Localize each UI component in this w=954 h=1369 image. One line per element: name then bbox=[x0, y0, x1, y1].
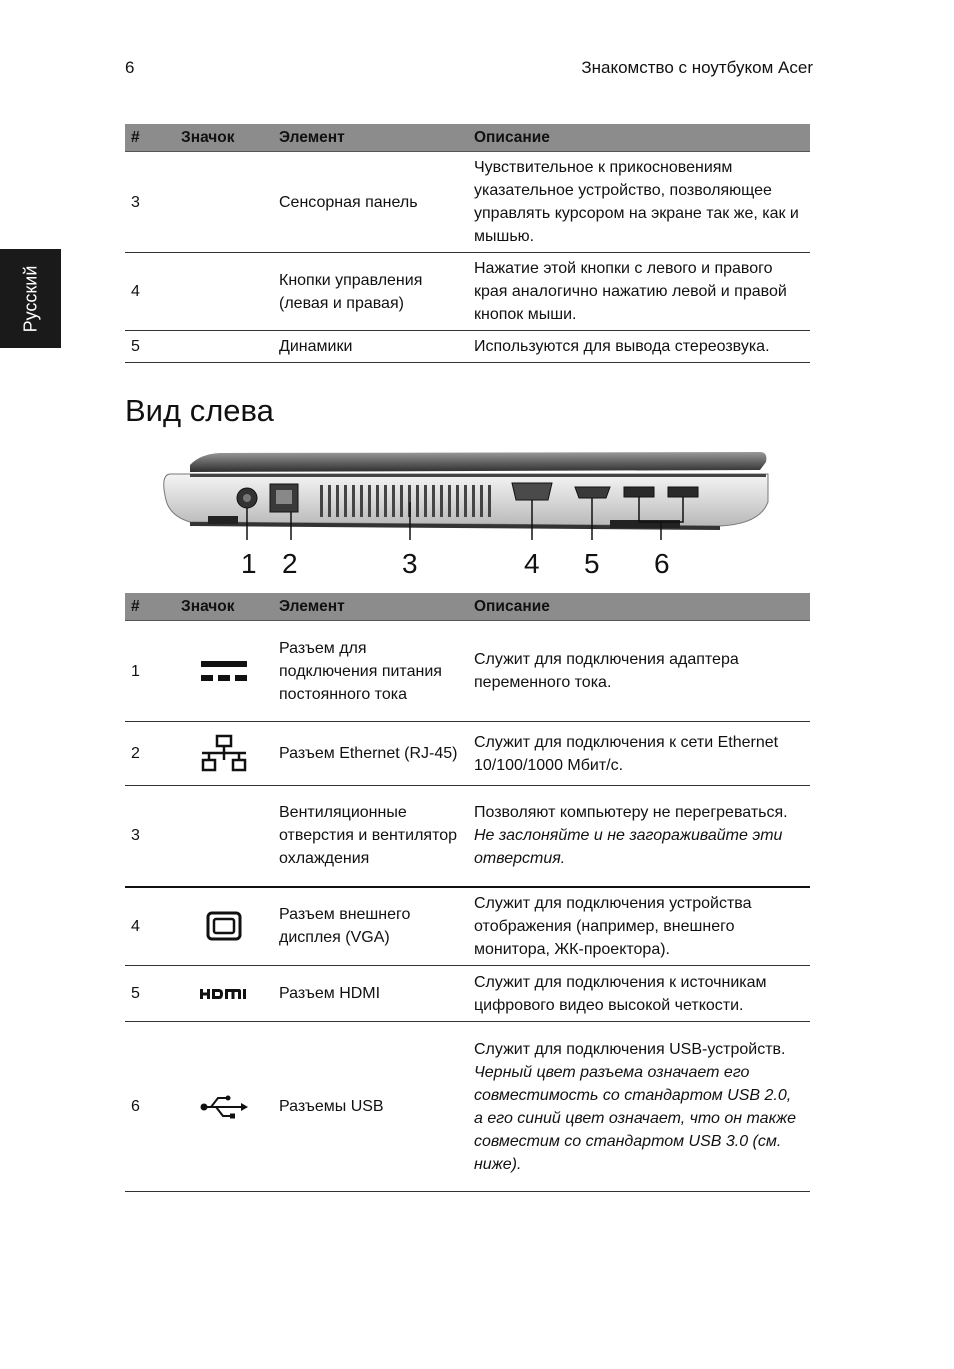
row-number: 2 bbox=[125, 722, 175, 786]
row-description bbox=[468, 1022, 810, 1192]
row-number: 5 bbox=[125, 331, 175, 363]
description-note: Не заслоняйте и не загораживайте эти отверстия. bbox=[474, 827, 783, 868]
row-element: Разъем HDMI bbox=[273, 966, 468, 1022]
column-header-icon: Значок bbox=[175, 124, 273, 152]
description-text: Служит для подключения адаптера переменного тока. bbox=[474, 651, 739, 691]
column-header-element: Элемент bbox=[273, 593, 468, 621]
row-element: Кнопки управления (левая и правая) bbox=[273, 253, 468, 331]
row-element: Динамики bbox=[273, 331, 468, 363]
description-text: Служит для подключения к источникам цифрового видео высокой четкости. bbox=[474, 973, 767, 1014]
usb-icon bbox=[175, 1022, 273, 1192]
table-row bbox=[125, 786, 810, 887]
vga-icon bbox=[175, 887, 273, 966]
table-header-row bbox=[125, 124, 810, 152]
components-table-bottom bbox=[125, 593, 810, 1192]
row-icon-cell bbox=[175, 152, 273, 253]
row-number: 4 bbox=[125, 887, 175, 966]
column-header-description: Описание bbox=[468, 593, 810, 621]
page-number: 6 bbox=[125, 58, 135, 77]
dc-power-icon bbox=[175, 621, 273, 722]
column-header-description: Описание bbox=[468, 124, 810, 152]
row-icon-cell bbox=[175, 253, 273, 331]
row-number: 1 bbox=[125, 621, 175, 722]
section-title: Вид слева bbox=[125, 393, 274, 428]
row-description: Нажатие этой кнопки с левого и правого края аналогично нажатию левой и правой кнопок мыши. bbox=[468, 253, 810, 331]
row-description bbox=[468, 887, 810, 966]
callout-3: 3 bbox=[402, 548, 418, 579]
row-description bbox=[468, 722, 810, 786]
row-number: 6 bbox=[125, 1022, 175, 1192]
row-description bbox=[468, 621, 810, 722]
row-element: Разъем внешнего дисплея (VGA) bbox=[273, 887, 468, 966]
row-description: Используются для вывода стереозвука. bbox=[468, 331, 810, 363]
table-row bbox=[125, 331, 810, 363]
table-row bbox=[125, 722, 810, 786]
row-icon-cell bbox=[175, 331, 273, 363]
hdmi-icon bbox=[175, 966, 273, 1022]
language-tab-label: Русский bbox=[20, 265, 40, 332]
callout-6: 6 bbox=[654, 548, 670, 579]
column-header-icon: Значок bbox=[175, 593, 273, 621]
table-row bbox=[125, 966, 810, 1022]
row-element: Разъем Ethernet (RJ-45) bbox=[273, 722, 468, 786]
callout-2: 2 bbox=[282, 548, 298, 579]
row-number: 3 bbox=[125, 786, 175, 887]
description-text: Служит для подключения устройства отображения (например, внешнего монитора, ЖК-проектора). bbox=[474, 894, 752, 958]
callout-1: 1 bbox=[241, 548, 257, 579]
page-header bbox=[125, 58, 813, 80]
callout-5: 5 bbox=[584, 548, 600, 579]
row-element: Разъемы USB bbox=[273, 1022, 468, 1192]
description-text: Служит для подключения к сети Ethernet 10/100/1000 Мбит/с. bbox=[474, 733, 779, 774]
description-note: Черный цвет разъема означает его совместимость со стандартом USB 2.0, а его синий цвет означает, что он также совместим со стандартом USB 3.0 (см. ниже). bbox=[474, 1063, 797, 1173]
running-title: Знакомство с ноутбуком Acer bbox=[581, 58, 813, 77]
ethernet-icon bbox=[175, 722, 273, 786]
table-row bbox=[125, 621, 810, 722]
description-text: Служит для подключения USB-устройств. bbox=[474, 1040, 786, 1058]
row-number: 3 bbox=[125, 152, 175, 253]
row-description bbox=[468, 786, 810, 887]
table-header-row bbox=[125, 593, 810, 621]
table-row bbox=[125, 887, 810, 966]
row-element: Вентиляционные отверстия и вентилятор охлаждения bbox=[273, 786, 468, 887]
row-icon-cell bbox=[175, 786, 273, 887]
laptop-left-view-figure bbox=[120, 440, 820, 590]
table-row bbox=[125, 1022, 810, 1192]
table-row bbox=[125, 253, 810, 331]
row-element: Сенсорная панель bbox=[273, 152, 468, 253]
row-description: Чувствительное к прикосновениям указательное устройство, позволяющее управлять курсором на экране так же, как и мышью. bbox=[468, 152, 810, 253]
row-element: Разъем для подключения питания постоянного тока bbox=[273, 621, 468, 722]
laptop-side-illustration bbox=[120, 440, 820, 550]
column-header-element: Элемент bbox=[273, 124, 468, 152]
row-number: 5 bbox=[125, 966, 175, 1022]
language-tab bbox=[0, 249, 61, 348]
components-table-top bbox=[125, 124, 810, 363]
column-header-number: # bbox=[125, 124, 175, 152]
column-header-number: # bbox=[125, 593, 175, 621]
table-row bbox=[125, 152, 810, 253]
row-number: 4 bbox=[125, 253, 175, 331]
row-description bbox=[468, 966, 810, 1022]
description-text: Позволяют компьютеру не перегреваться. bbox=[474, 804, 788, 822]
callout-4: 4 bbox=[524, 548, 540, 579]
